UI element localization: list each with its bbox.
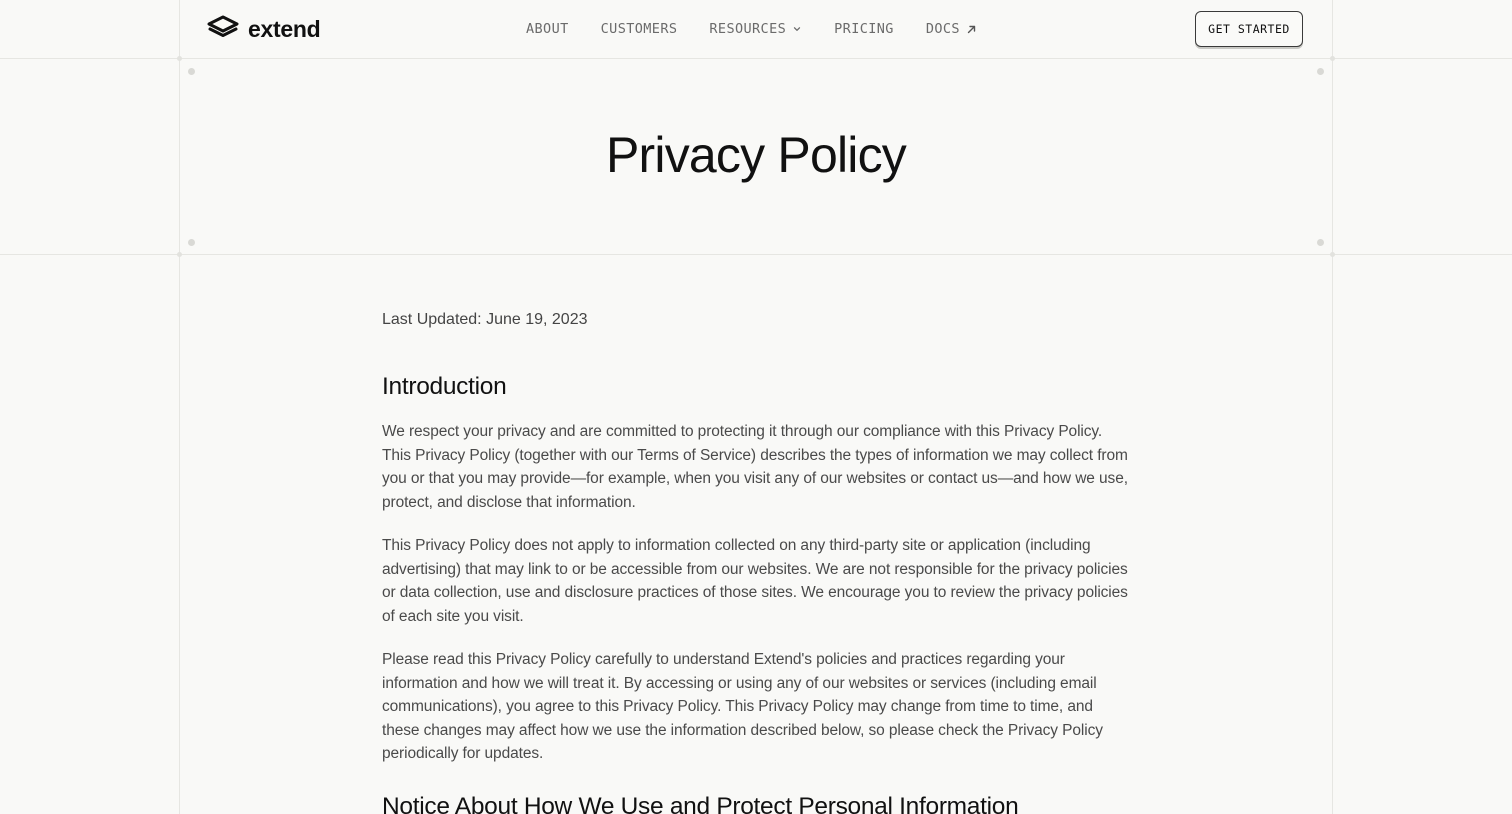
paragraph: Please read this Privacy Policy carefully to understand Extend's policies and practices regarding your information and how we will treat it. By accessing or using any of our websites or services (including email communications), you agree to this Privacy Policy. This Privacy Policy may change from time to time, and these changes may affect how we use the information described below, so please check the Privacy Policy periodically for updates. <box>382 651 1103 762</box>
chevron-down-icon <box>792 24 802 34</box>
nav-item-resources[interactable] <box>709 21 802 37</box>
nav-item-docs[interactable] <box>926 21 977 37</box>
section-heading-introduction: Introduction <box>382 373 507 400</box>
decor-dot <box>1317 239 1324 246</box>
paragraph: We respect your privacy and are committed to protecting it through our compliance with this Privacy Policy. This Privacy Policy (together with our Terms of Service) describes the types of information we may collect from you or that you may provide—for example, when you visit any of our websites or contact us—and how we use, protect, and disclose that information. <box>382 423 1128 511</box>
brand-name: extend <box>248 15 321 42</box>
nav-item-customers[interactable] <box>601 21 678 37</box>
nav-item-label: PRICING <box>834 21 894 37</box>
page-title: Privacy Policy <box>606 127 906 183</box>
nav-item-label: CUSTOMERS <box>600 21 678 37</box>
frame-corner <box>177 252 182 257</box>
hero-divider <box>0 254 1512 255</box>
frame-line-right <box>1332 0 1333 814</box>
main-nav <box>526 0 1009 58</box>
nav-item-label: RESOURCES <box>709 21 787 37</box>
get-started-button[interactable]: GET STARTED <box>1195 11 1303 47</box>
logo-icon <box>207 15 239 44</box>
policy-content <box>382 306 1134 814</box>
nav-item-label: DOCS <box>925 21 960 37</box>
logo-link[interactable] <box>207 14 320 44</box>
frame-line-left <box>179 0 180 814</box>
nav-item-label: ABOUT <box>526 21 569 37</box>
decor-dot <box>188 68 195 75</box>
decor-dot <box>1317 68 1324 75</box>
header-divider <box>0 58 1512 59</box>
external-arrow-icon <box>966 24 977 35</box>
paragraph: This Privacy Policy does not apply to information collected on any third-party site or application (including advertising) that may link to or be accessible from our websites. We are not responsible for the privacy policies or data collection, use and disclosure practices of those sites. We encourage you to review the privacy policies of each site you visit. <box>382 537 1128 625</box>
site-header <box>0 0 1512 58</box>
last-updated: Last Updated: June 19, 2023 <box>382 311 588 328</box>
nav-item-pricing[interactable] <box>834 21 894 37</box>
frame-corner <box>1330 252 1335 257</box>
decor-dot <box>188 239 195 246</box>
section-heading-notice: Notice About How We Use and Protect Personal Information <box>382 792 1019 814</box>
nav-item-about[interactable] <box>526 21 569 37</box>
